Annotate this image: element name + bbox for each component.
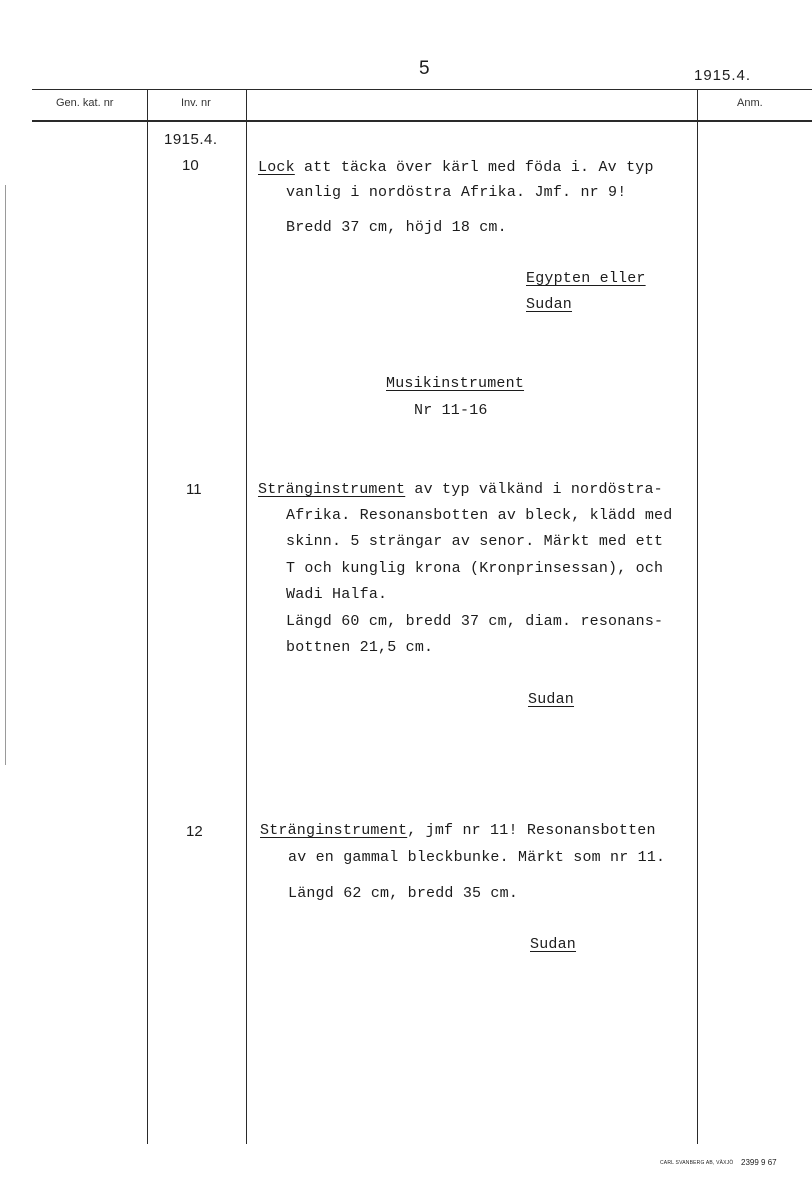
header-year: 1915.4.	[694, 67, 752, 84]
column-divider-1	[147, 89, 148, 1144]
column-divider-3	[697, 89, 698, 1144]
column-divider-2	[246, 89, 247, 1144]
entry-10-keyword: Lock	[258, 159, 295, 176]
entry-11-line-7: bottnen 21,5 cm.	[286, 639, 434, 656]
footer-printer: CARL SVANBERG AB, VÄXJÖ	[660, 1160, 734, 1166]
entry-12-place: Sudan	[530, 936, 577, 953]
entry-10-line-2: vanlig i nordöstra Afrika. Jmf. nr 9!	[286, 184, 627, 201]
entry-10-line-3: Bredd 37 cm, höjd 18 cm.	[286, 219, 507, 236]
entry-10-place-2: Sudan	[526, 296, 573, 313]
entry-11-place: Sudan	[528, 691, 575, 708]
entry-12-line-1: Stränginstrument, jmf nr 11! Resonansbotten	[260, 822, 656, 839]
header-bottom-rule	[32, 120, 812, 122]
entry-11-line-5: Wadi Halfa.	[286, 586, 388, 603]
section-title: Musikinstrument	[386, 375, 525, 392]
entry-11-line-2: Afrika. Resonansbotten av bleck, klädd med	[286, 507, 673, 524]
entry-11-line-6: Längd 60 cm, bredd 37 cm, diam. resonans-	[286, 613, 664, 630]
entry-12-keyword: Stränginstrument	[260, 822, 408, 839]
column-header-gen-kat: Gen. kat. nr	[56, 97, 114, 109]
entry-10-place-1: Egypten eller	[526, 270, 646, 287]
entry-12-line-2: av en gammal bleckbunke. Märkt som nr 11.	[288, 849, 666, 866]
table-top-rule	[32, 89, 812, 90]
entry-11-keyword: Stränginstrument	[258, 481, 406, 498]
inv-prefix: 1915.4.	[164, 131, 218, 148]
page-number: 5	[419, 58, 430, 79]
left-margin-mark	[5, 185, 6, 765]
entry-11-line-1: Stränginstrument av typ välkänd i nordöstra-	[258, 481, 663, 498]
inv-number-11: 11	[186, 481, 202, 498]
footer-code: 2399 9 67	[741, 1158, 777, 1167]
inv-number-10: 10	[182, 157, 199, 174]
inv-number-12: 12	[186, 823, 203, 840]
section-range: Nr 11-16	[414, 402, 488, 419]
entry-11-line-3: skinn. 5 strängar av senor. Märkt med ett	[286, 533, 664, 550]
entry-10-line-1: Lock att täcka över kärl med föda i. Av typ	[258, 159, 654, 176]
column-header-anm: Anm.	[737, 97, 763, 109]
entry-12-line-3: Längd 62 cm, bredd 35 cm.	[288, 885, 519, 902]
column-header-inv: Inv. nr	[181, 97, 211, 109]
entry-11-line-4: T och kunglig krona (Kronprinsessan), och	[286, 560, 664, 577]
